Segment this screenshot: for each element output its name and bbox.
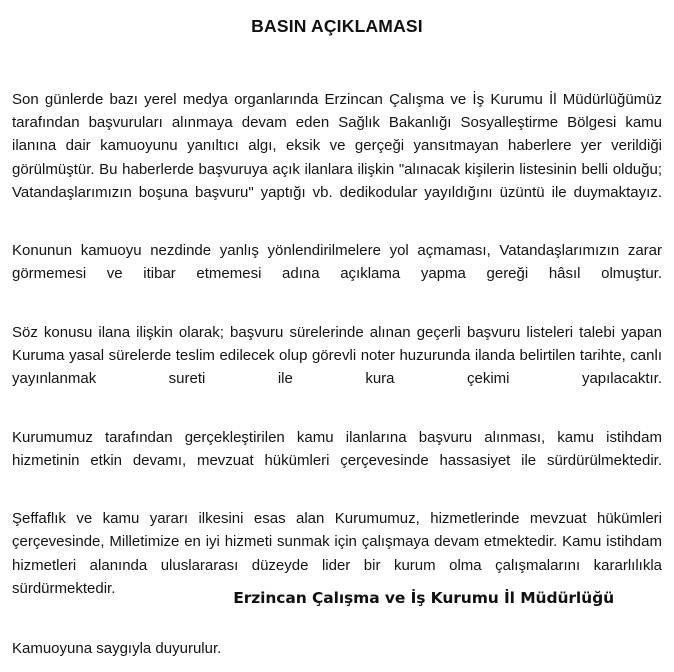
paragraph-2: Konunun kamuoyu nezdinde yanlış yönlendirilmelere yol açmaması, Vatandaşlarımızın zarar görmemesi ve itibar etmemesi adına açıklama yapma gereği hâsıl olmuştur. (12, 242, 662, 283)
paragraph-3: Söz konusu ilana ilişkin olarak; başvuru sürelerinde alınan geçerli başvuru listeleri talebi yapan Kuruma yasal sürelerde teslim edilecek olup görevli noter huzurunda ilanda belirtilen tarihte, canlı yayınlanmak sureti ile kura çekimi yapılacaktır. (12, 323, 662, 388)
paragraph-4: Kurumumuz tarafından gerçekleştirilen kamu ilanlarına başvuru alınması, kamu istihdam hizmetinin etkin devamı, mevzuat hükümleri çerçevesinde hassasiyet ile sürdürülmektedir. (12, 428, 662, 469)
signature-authority: Erzincan Çalışma ve İş Kurumu İl Müdürlüğü (233, 589, 614, 607)
closing-line: Kamuoyuna saygıyla duyurulur. (12, 640, 222, 658)
paragraph-1: Son günlerde bazı yerel medya organlarında Erzincan Çalışma ve İş Kurumu İl Müdürlüğümüz tarafından başvuruları alınmaya devam eden Sağlık Bakanlığı Sosyalleştirme Bölgesi kamu ilanına dair kamuoyunu yanıltıcı algı, eksik ve gerçeği yansıtmayan haberlere yer verildiği görülmüştür. Bu haberlerde başvuruya açık ilanlara ilişkin "alınacak kişilerin listesinin belli olduğu; Vatandaşlarımızın boşuna başvuru" yaptığı vb. dedikodular yayıldığını üzüntü ile duymaktayız. (12, 91, 662, 201)
document-body (12, 88, 662, 672)
page-title: BASIN AÇIKLAMASI (251, 16, 423, 36)
signature-row (12, 588, 662, 608)
paragraph-5: Şeffaflık ve kamu yararı ilkesini esas alan Kurumumuz, hizmetlerinde mevzuat hükümleri çerçevesinde, Milletimize en iyi hizmeti sunmak için çalışmaya devam etmektedir. Kamu istihdam hizmetleri alanında uluslararası düzeyde lider bir kurum olma çalışmalarını kararlılıkla sürdürmektedir. (12, 510, 662, 597)
